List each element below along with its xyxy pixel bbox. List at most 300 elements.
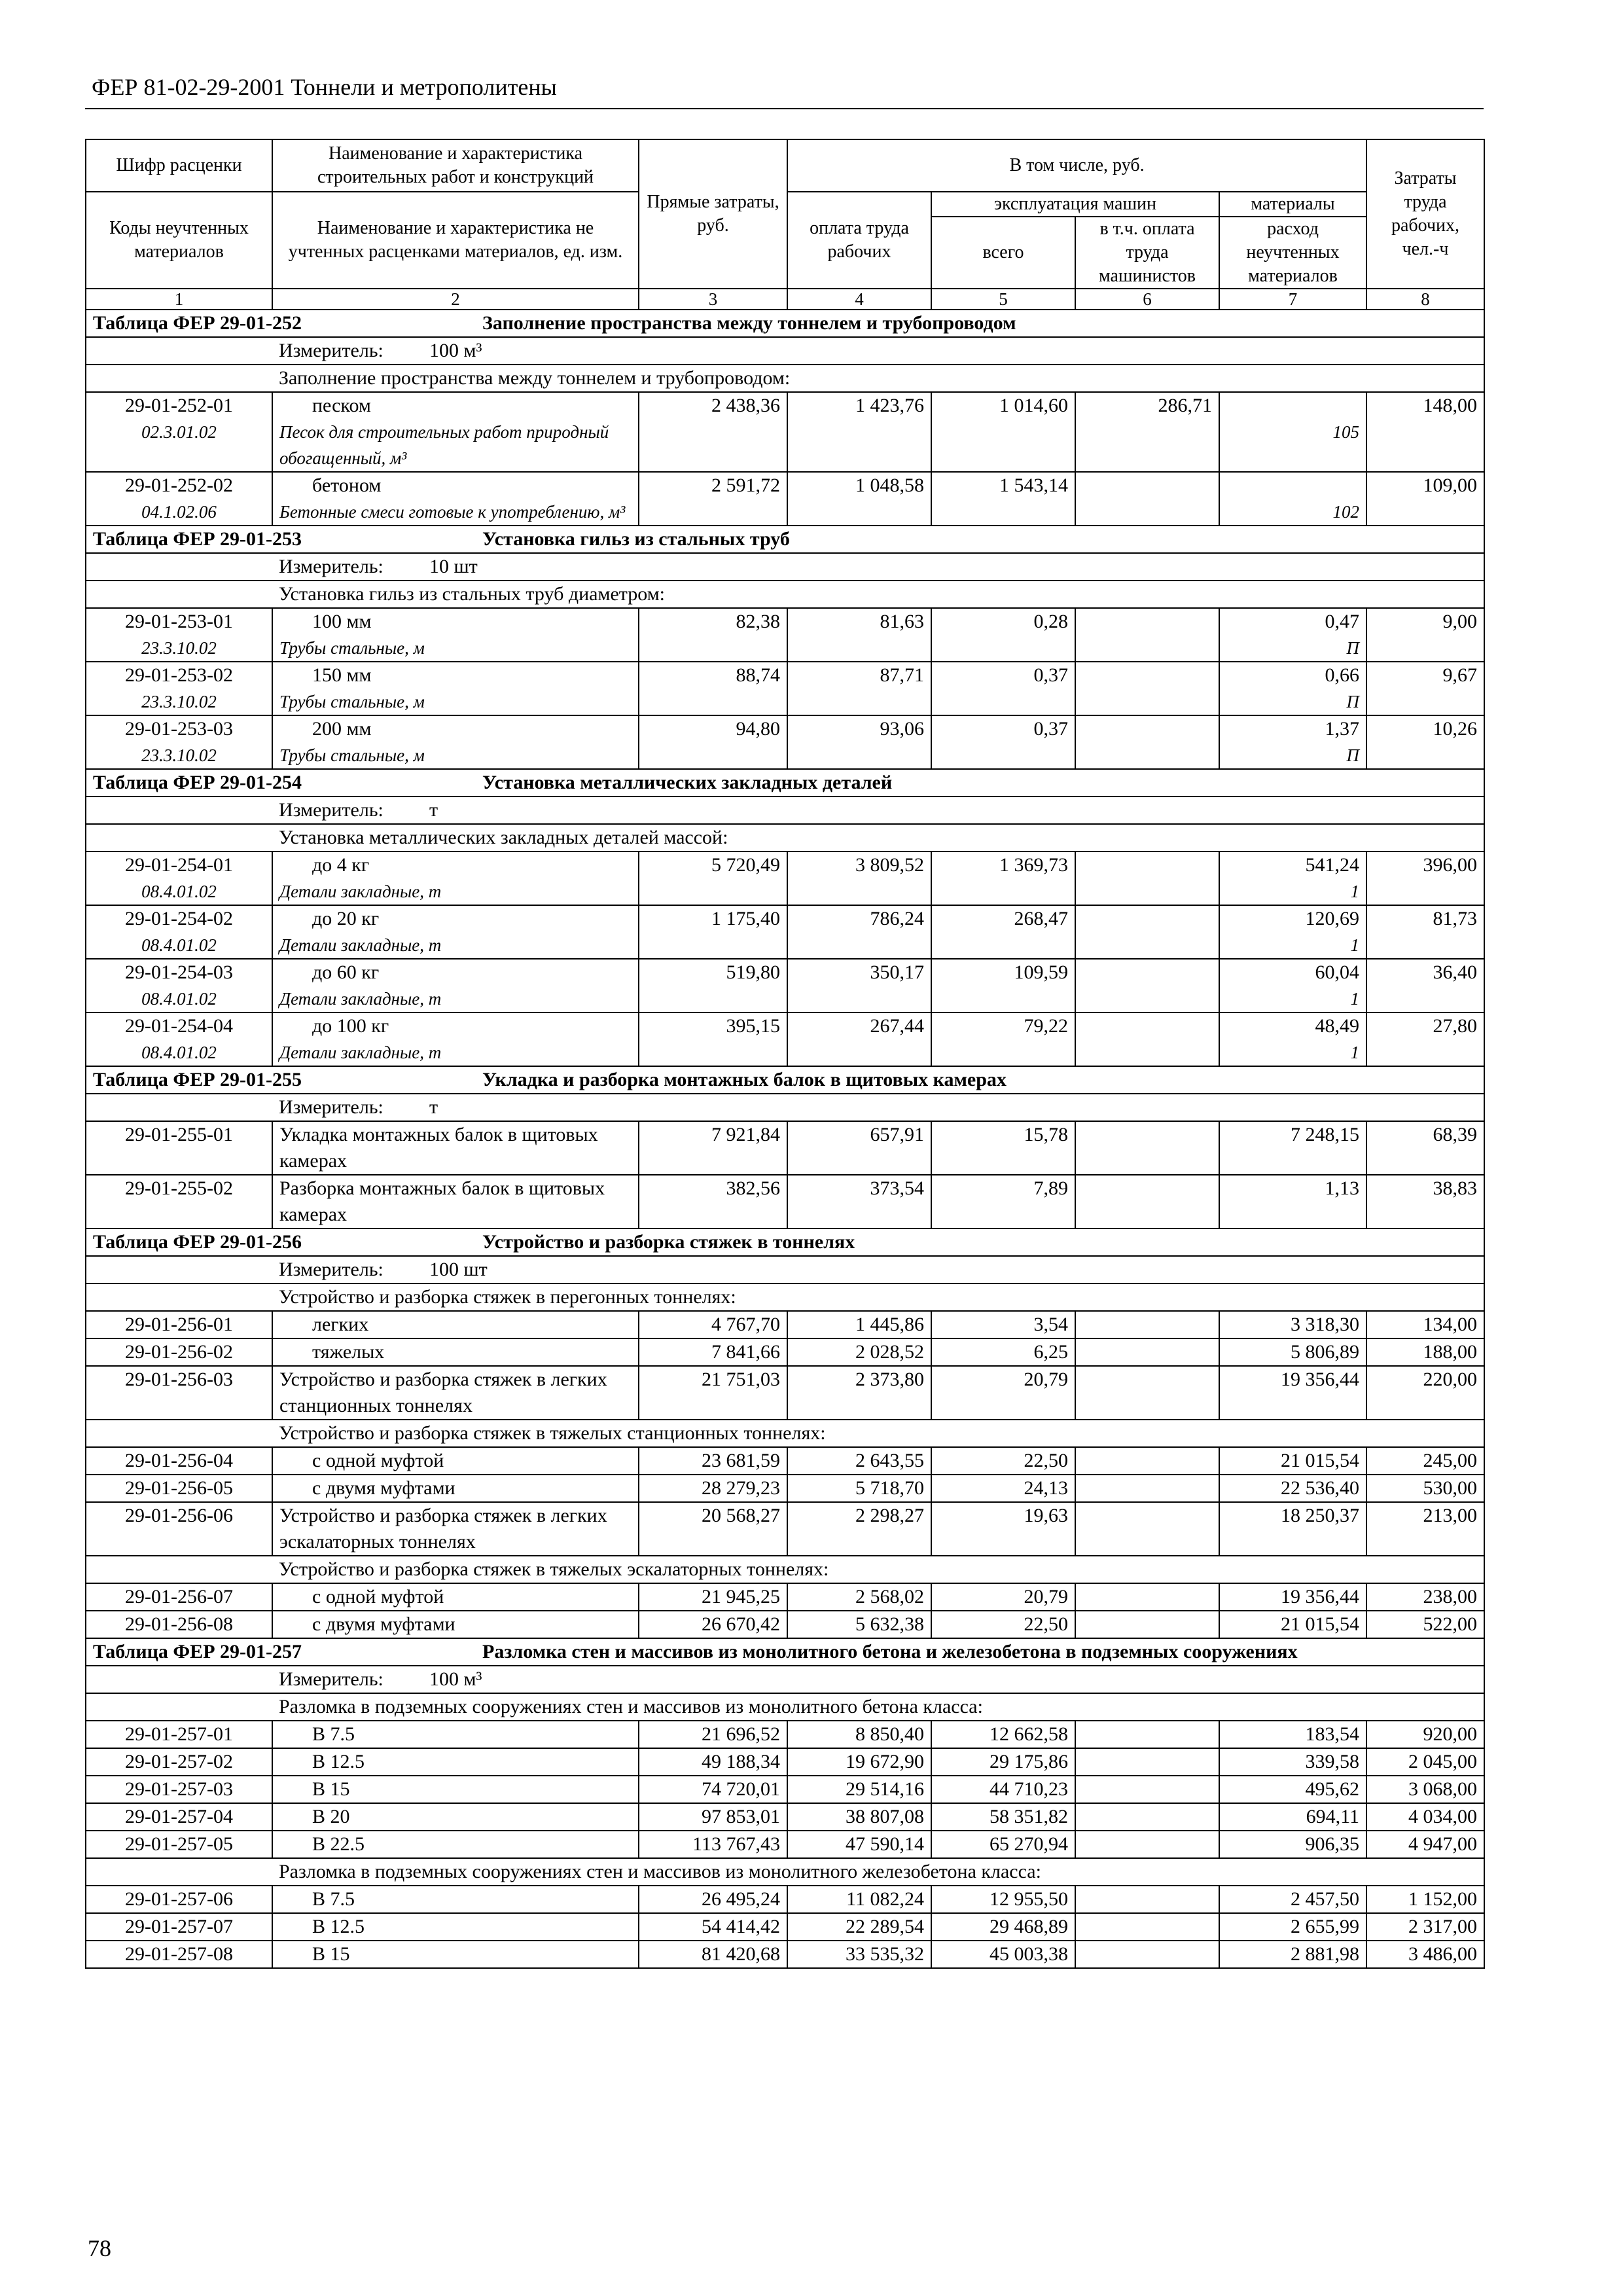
table-code: Таблица ФЕР 29-01-257 <box>93 1641 302 1662</box>
value-text: 2 028,52 <box>855 1341 924 1363</box>
table-code: Таблица ФЕР 29-01-254 <box>93 772 302 793</box>
value-text: 29 468,89 <box>990 1916 1068 1937</box>
value-materials <box>1219 1502 1366 1556</box>
value-text: 19 356,44 <box>1281 1586 1360 1607</box>
value-labor-pay <box>787 852 931 905</box>
value-direct <box>639 1941 787 1968</box>
value-direct <box>639 1121 787 1175</box>
rate-code-cell <box>86 1175 272 1229</box>
table-row <box>86 1447 1484 1475</box>
value-materials <box>1219 472 1366 526</box>
rate-code-cell <box>86 1311 272 1338</box>
value-text: 2 643,55 <box>855 1450 924 1471</box>
value-text: 44 710,23 <box>990 1778 1068 1800</box>
value-labor-pay <box>787 1721 931 1748</box>
value-mach <box>931 1886 1075 1913</box>
group-row <box>86 1420 1484 1447</box>
value-text: 2 373,80 <box>855 1369 924 1390</box>
value-mach <box>931 1311 1075 1338</box>
value-text: 7 248,15 <box>1291 1124 1360 1145</box>
col-matcodes-header: Коды неучтенных материалов <box>86 192 272 289</box>
value-text: 2 591,72 <box>711 475 780 496</box>
rate-code: 29-01-256-07 <box>125 1586 233 1607</box>
value-mach-pay <box>1075 1013 1219 1066</box>
value-text: 45 003,38 <box>990 1943 1068 1965</box>
running-header: ФЕР 81-02-29-2001 Тоннели и метрополитены <box>92 74 557 100</box>
value-text: 82,38 <box>736 611 780 632</box>
table-row <box>86 1121 1484 1175</box>
rate-name-cell <box>272 1366 639 1420</box>
value-text: 267,44 <box>870 1015 924 1037</box>
value-labor-pay <box>787 662 931 715</box>
value-mach <box>931 1175 1075 1229</box>
rate-code-cell <box>86 1831 272 1858</box>
rate-code: 29-01-257-08 <box>125 1943 233 1965</box>
value-labor <box>1366 1748 1484 1776</box>
rate-name: с двумя муфтами <box>312 1613 455 1635</box>
value-text: 58 351,82 <box>990 1806 1068 1827</box>
rate-code: 29-01-256-04 <box>125 1450 233 1471</box>
rate-name-cell <box>272 1831 639 1858</box>
value-mach <box>931 392 1075 472</box>
group-row <box>86 365 1484 392</box>
value-text: 530,00 <box>1423 1477 1478 1499</box>
rate-name: легких <box>312 1314 369 1335</box>
value-text: 1 014,60 <box>999 395 1068 416</box>
rate-name-cell <box>272 472 639 526</box>
table-row <box>86 392 1484 472</box>
value-mach-pay <box>1075 1311 1219 1338</box>
value-text: 97 853,01 <box>702 1806 780 1827</box>
value-text: 522,00 <box>1423 1613 1478 1635</box>
value-labor <box>1366 1366 1484 1420</box>
value-labor <box>1366 1913 1484 1941</box>
value-direct <box>639 1311 787 1338</box>
measure-row <box>86 1666 1484 1693</box>
rate-name-cell <box>272 1611 639 1638</box>
rate-name: B 22.5 <box>312 1833 365 1855</box>
table-title: Разломка стен и массивов из монолитного бетона и железобетона в подземных сооружениях <box>482 1641 1298 1662</box>
value-labor-pay <box>787 1748 931 1776</box>
rate-code-cell <box>86 1913 272 1941</box>
rate-name: Укладка монтажных балок в щитовых камерах <box>279 1124 598 1172</box>
table-row <box>86 662 1484 715</box>
rate-name: до 20 кг <box>312 908 380 929</box>
value-mach-pay <box>1075 1175 1219 1229</box>
value-materials <box>1219 1831 1366 1858</box>
rate-code: 29-01-257-01 <box>125 1723 233 1745</box>
value-labor-pay <box>787 1913 931 1941</box>
value-direct <box>639 1913 787 1941</box>
measure-row <box>86 797 1484 824</box>
value-mach-pay <box>1075 905 1219 959</box>
material-code: 08.4.01.02 <box>141 989 217 1009</box>
measure-label: Измеритель: <box>279 340 383 361</box>
value-labor-pay <box>787 608 931 662</box>
value-text: 1 048,58 <box>855 475 924 496</box>
value-text: 33 535,32 <box>846 1943 924 1965</box>
value-mach <box>931 1941 1075 1968</box>
value-direct <box>639 1803 787 1831</box>
value-text: 94,80 <box>736 718 780 740</box>
col-machtotal-header: всего <box>931 217 1075 289</box>
rate-name: B 15 <box>312 1943 350 1965</box>
value-labor-pay <box>787 1803 931 1831</box>
material-name: Детали закладные, т <box>279 935 442 955</box>
col-name-header: Наименование и характеристика строительных работ и конструкций <box>272 139 639 192</box>
value-text: 1 175,40 <box>711 908 780 929</box>
table-row <box>86 1475 1484 1502</box>
rate-code-cell <box>86 1447 272 1475</box>
value-text: 79,22 <box>1024 1015 1068 1037</box>
value-direct <box>639 472 787 526</box>
material-name: Трубы стальные, м <box>279 745 425 765</box>
value-labor-pay <box>787 959 931 1013</box>
rate-code: 29-01-254-02 <box>125 908 233 929</box>
value-text: 81,63 <box>880 611 924 632</box>
rate-name-cell <box>272 1121 639 1175</box>
table-title: Заполнение пространства между тоннелем и трубопроводом <box>482 312 1016 334</box>
value-direct <box>639 1338 787 1366</box>
value-mach <box>931 1338 1075 1366</box>
value-materials <box>1219 1941 1366 1968</box>
rate-code-cell <box>86 1776 272 1803</box>
measure-row <box>86 1256 1484 1283</box>
material-code: 23.3.10.02 <box>141 638 217 658</box>
rate-name: Устройство и разборка стяжек в легких эскалаторных тоннелях <box>279 1505 607 1552</box>
rate-code: 29-01-252-02 <box>125 475 233 496</box>
rate-code: 29-01-257-04 <box>125 1806 233 1827</box>
value-labor-pay <box>787 1941 931 1968</box>
table-row <box>86 1366 1484 1420</box>
value-text: 213,00 <box>1423 1505 1478 1526</box>
value-text: 1 543,14 <box>999 475 1068 496</box>
table-row <box>86 1886 1484 1913</box>
table-row <box>86 1338 1484 1366</box>
value-materials <box>1219 1175 1366 1229</box>
rate-code-cell <box>86 1502 272 1556</box>
measure-label: Измеритель: <box>279 799 383 821</box>
rate-name-cell <box>272 715 639 769</box>
value-labor-pay <box>787 905 931 959</box>
value-text: 1 369,73 <box>999 854 1068 876</box>
material-code: 08.4.01.02 <box>141 882 217 901</box>
value-direct <box>639 1447 787 1475</box>
group-label: Разломка в подземных сооружениях стен и массивов из монолитного бетона класса: <box>272 1693 1484 1721</box>
value-labor <box>1366 1175 1484 1229</box>
rate-code: 29-01-254-04 <box>125 1015 233 1037</box>
value-text: 15,78 <box>1024 1124 1068 1145</box>
rate-name: 100 мм <box>312 611 372 632</box>
rate-code: 29-01-257-07 <box>125 1916 233 1937</box>
value-labor <box>1366 1311 1484 1338</box>
rate-code-cell <box>86 1941 272 1968</box>
value-text: 74 720,01 <box>702 1778 780 1800</box>
material-code: 23.3.10.02 <box>141 692 217 711</box>
value-text: 88,74 <box>736 664 780 686</box>
value-text: 49 188,34 <box>702 1751 780 1772</box>
table-title-row <box>86 1638 1484 1666</box>
value-mach <box>931 852 1075 905</box>
material-use: 1 <box>1350 989 1360 1009</box>
value-direct <box>639 852 787 905</box>
value-text: 4 947,00 <box>1408 1833 1478 1855</box>
value-labor-pay <box>787 1311 931 1338</box>
value-text: 29 175,86 <box>990 1751 1068 1772</box>
rate-code-cell <box>86 852 272 905</box>
value-mach <box>931 1013 1075 1066</box>
value-text: 7 921,84 <box>711 1124 780 1145</box>
value-materials <box>1219 392 1366 472</box>
value-direct <box>639 1175 787 1229</box>
rate-code-cell <box>86 715 272 769</box>
value-text: 2 457,50 <box>1291 1888 1360 1910</box>
value-mach <box>931 1913 1075 1941</box>
table-row <box>86 608 1484 662</box>
value-labor-pay <box>787 1013 931 1066</box>
rate-name-cell <box>272 1013 639 1066</box>
value-text: 1 152,00 <box>1408 1888 1478 1910</box>
value-text: 38 807,08 <box>846 1806 924 1827</box>
value-direct <box>639 1776 787 1803</box>
group-label: Устройство и разборка стяжек в перегонных тоннелях: <box>272 1283 1484 1311</box>
rate-code: 29-01-256-01 <box>125 1314 233 1335</box>
value-text: 373,54 <box>870 1177 924 1199</box>
value-text: 21 696,52 <box>702 1723 780 1745</box>
table-row <box>86 1013 1484 1066</box>
value-text: 54 414,42 <box>702 1916 780 1937</box>
material-name: Трубы стальные, м <box>279 638 425 658</box>
value-text: 245,00 <box>1423 1450 1478 1471</box>
rate-name-cell <box>272 1803 639 1831</box>
rate-code: 29-01-252-01 <box>125 395 233 416</box>
value-text: 1 423,76 <box>855 395 924 416</box>
value-labor-pay <box>787 1447 931 1475</box>
value-direct <box>639 1748 787 1776</box>
rate-name-cell <box>272 959 639 1013</box>
value-mach <box>931 608 1075 662</box>
value-labor <box>1366 1776 1484 1803</box>
group-label: Заполнение пространства между тоннелем и трубопроводом: <box>272 365 1484 392</box>
value-materials <box>1219 905 1366 959</box>
value-labor <box>1366 1447 1484 1475</box>
table-row <box>86 1175 1484 1229</box>
value-labor <box>1366 1886 1484 1913</box>
value-mach-pay <box>1075 1803 1219 1831</box>
value-text: 60,04 <box>1315 961 1360 983</box>
rate-name-cell <box>272 608 639 662</box>
table-title-row <box>86 310 1484 337</box>
rate-code-cell <box>86 1803 272 1831</box>
col-materials-header: материалы <box>1219 192 1366 217</box>
value-text: 3,54 <box>1033 1314 1068 1335</box>
col-matuse-header: расход неучтенных материалов <box>1219 217 1366 289</box>
value-text: 109,59 <box>1014 961 1068 983</box>
value-labor-pay <box>787 1475 931 1502</box>
value-text: 3 318,30 <box>1291 1314 1360 1335</box>
table-title: Установка металлических закладных деталей <box>482 772 893 793</box>
rate-name-cell <box>272 852 639 905</box>
value-text: 220,00 <box>1423 1369 1478 1390</box>
rate-code-cell <box>86 1886 272 1913</box>
value-text: 2 438,36 <box>711 395 780 416</box>
table-row <box>86 472 1484 526</box>
value-materials <box>1219 1366 1366 1420</box>
value-mach-pay <box>1075 1941 1219 1968</box>
value-text: 8 850,40 <box>855 1723 924 1745</box>
value-mach-pay <box>1075 1583 1219 1611</box>
value-direct <box>639 1831 787 1858</box>
table-body <box>86 310 1484 1968</box>
rate-name-cell <box>272 1583 639 1611</box>
rate-name-cell <box>272 1175 639 1229</box>
value-text: 21 015,54 <box>1281 1450 1360 1471</box>
value-materials <box>1219 662 1366 715</box>
measure-row <box>86 553 1484 581</box>
value-text: 9,67 <box>1442 664 1478 686</box>
value-mach-pay <box>1075 1831 1219 1858</box>
value-text: 7 841,66 <box>711 1341 780 1363</box>
value-text: 81,73 <box>1433 908 1478 929</box>
table-header <box>86 139 1484 310</box>
material-use: 1 <box>1350 935 1360 955</box>
value-text: 2 317,00 <box>1408 1916 1478 1937</box>
table-title-row <box>86 769 1484 797</box>
value-text: 286,71 <box>1158 395 1212 416</box>
value-text: 350,17 <box>870 961 924 983</box>
rate-name-cell <box>272 1338 639 1366</box>
value-text: 0,37 <box>1033 664 1068 686</box>
value-mach-pay <box>1075 1121 1219 1175</box>
value-labor-pay <box>787 1338 931 1366</box>
value-text: 5 806,89 <box>1291 1341 1360 1363</box>
material-code: 04.1.02.06 <box>141 502 217 522</box>
measure-label: Измеритель: <box>279 1096 383 1118</box>
value-text: 339,58 <box>1305 1751 1360 1772</box>
rate-code-cell <box>86 1611 272 1638</box>
rate-code: 29-01-257-06 <box>125 1888 233 1910</box>
value-mach <box>931 472 1075 526</box>
table-row <box>86 1831 1484 1858</box>
table-title: Установка гильз из стальных труб <box>482 528 790 550</box>
value-labor <box>1366 1013 1484 1066</box>
value-text: 65 270,94 <box>990 1833 1068 1855</box>
value-text: 2 881,98 <box>1291 1943 1360 1965</box>
value-text: 519,80 <box>726 961 780 983</box>
value-direct <box>639 1475 787 1502</box>
value-materials <box>1219 1913 1366 1941</box>
value-text: 495,62 <box>1305 1778 1360 1800</box>
measure-row <box>86 1094 1484 1121</box>
col-direct-header: Прямые затраты, руб. <box>639 139 787 289</box>
value-text: 134,00 <box>1423 1314 1478 1335</box>
value-mach-pay <box>1075 608 1219 662</box>
value-text: 28 279,23 <box>702 1477 780 1499</box>
value-text: 4 767,70 <box>711 1314 780 1335</box>
table-code: Таблица ФЕР 29-01-252 <box>93 312 302 334</box>
value-mach-pay <box>1075 1776 1219 1803</box>
rate-name-cell <box>272 1886 639 1913</box>
value-materials <box>1219 1311 1366 1338</box>
col-incl-header: В том числе, руб. <box>787 139 1366 192</box>
value-text: 7,89 <box>1033 1177 1068 1199</box>
value-direct <box>639 392 787 472</box>
value-text: 87,71 <box>880 664 924 686</box>
value-text: 906,35 <box>1305 1833 1360 1855</box>
rate-name: до 4 кг <box>312 854 370 876</box>
value-text: 1,37 <box>1325 718 1360 740</box>
value-text: 2 655,99 <box>1291 1916 1360 1937</box>
rate-name: с двумя муфтами <box>312 1477 455 1499</box>
value-direct <box>639 1721 787 1748</box>
value-text: 382,56 <box>726 1177 780 1199</box>
value-materials <box>1219 1583 1366 1611</box>
rate-name-cell <box>272 1475 639 1502</box>
rate-name: 200 мм <box>312 718 372 740</box>
value-text: 23 681,59 <box>702 1450 780 1471</box>
value-text: 4 034,00 <box>1408 1806 1478 1827</box>
value-mach <box>931 905 1075 959</box>
value-text: 6,25 <box>1033 1341 1068 1363</box>
value-text: 541,24 <box>1305 854 1360 876</box>
column-number-row <box>86 289 1484 310</box>
measure-label: Измеритель: <box>279 556 383 577</box>
rate-code-cell <box>86 608 272 662</box>
rate-code-cell <box>86 472 272 526</box>
value-mach <box>931 1583 1075 1611</box>
value-text: 0,66 <box>1325 664 1360 686</box>
header-rule <box>85 108 1484 109</box>
value-mach <box>931 1776 1075 1803</box>
value-text: 3 486,00 <box>1408 1943 1478 1965</box>
table-code: Таблица ФЕР 29-01-256 <box>93 1231 302 1253</box>
value-mach <box>931 1831 1075 1858</box>
value-text: 12 955,50 <box>990 1888 1068 1910</box>
rate-code: 29-01-256-05 <box>125 1477 233 1499</box>
value-mach <box>931 959 1075 1013</box>
group-row <box>86 824 1484 852</box>
material-use: 102 <box>1332 502 1360 522</box>
value-text: 11 082,24 <box>846 1888 924 1910</box>
rate-code: 29-01-253-01 <box>125 611 233 632</box>
rate-code: 29-01-254-03 <box>125 961 233 983</box>
value-mach-pay <box>1075 1611 1219 1638</box>
value-text: 19 672,90 <box>846 1751 924 1772</box>
rate-code-cell <box>86 1475 272 1502</box>
value-labor <box>1366 1583 1484 1611</box>
value-text: 120,69 <box>1305 908 1360 929</box>
col-num: 4 <box>787 289 931 310</box>
value-labor <box>1366 1475 1484 1502</box>
col-num: 5 <box>931 289 1075 310</box>
value-text: 3 068,00 <box>1408 1778 1478 1800</box>
value-labor-pay <box>787 392 931 472</box>
value-labor-pay <box>787 1886 931 1913</box>
rate-code-cell <box>86 1366 272 1420</box>
value-direct <box>639 1583 787 1611</box>
value-materials <box>1219 1447 1366 1475</box>
value-text: 38,83 <box>1433 1177 1478 1199</box>
rate-name-cell <box>272 392 639 472</box>
col-num: 1 <box>86 289 272 310</box>
value-mach-pay <box>1075 1366 1219 1420</box>
col-num: 7 <box>1219 289 1366 310</box>
rate-name: B 12.5 <box>312 1751 365 1772</box>
col-machpay-header: в т.ч. оплата труда машинистов <box>1075 217 1219 289</box>
rate-code: 29-01-255-01 <box>125 1124 233 1145</box>
value-text: 694,11 <box>1306 1806 1360 1827</box>
value-text: 22,50 <box>1024 1450 1068 1471</box>
